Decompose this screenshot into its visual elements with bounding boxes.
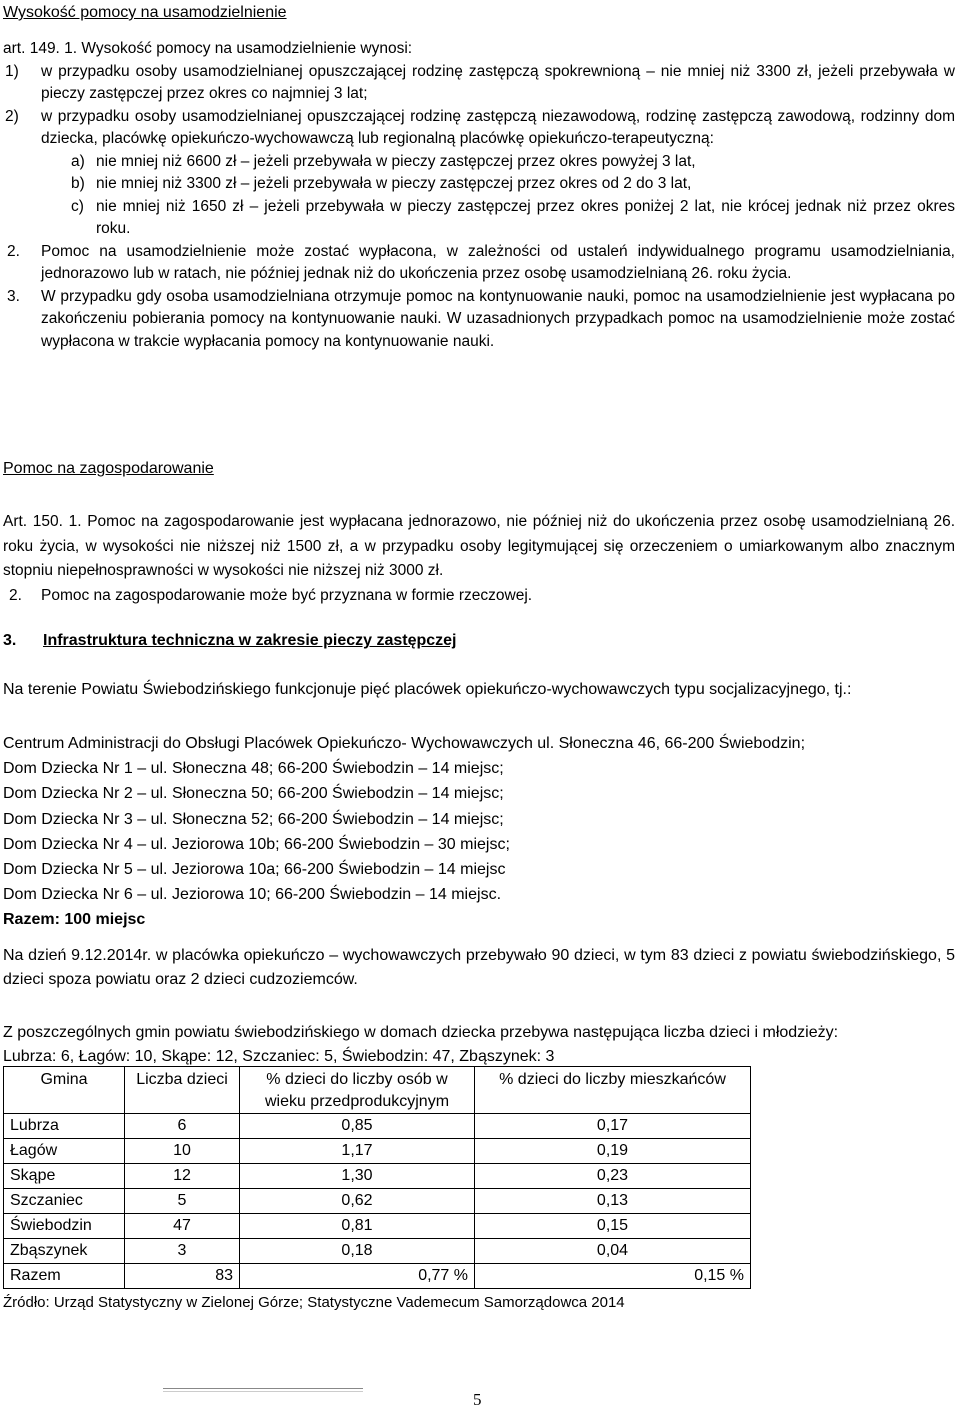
address-item: Dom Dziecka Nr 5 – ul. Jeziorowa 10a; 66-200 Świebodzin – 14 miejsc: [3, 861, 506, 879]
article-149-para-3: [3, 286, 955, 354]
section-title: Infrastruktura techniczna w zakresie pieczy zastępczej: [43, 632, 457, 649]
article-149-para-2: [3, 241, 955, 286]
heading-zagospodarowanie: Pomoc na zagospodarowanie: [3, 460, 214, 477]
article-149-item-2: [3, 106, 955, 151]
item-text: w przypadku osoby usamodzielnianej opuszczającej rodzinę zastępczą spokrewnioną – nie mniej niż 3300 zł, jeżeli przebywała w pieczy zastępczej przez okres co najmniej 3 lat;: [41, 62, 955, 102]
table-cell: 47: [125, 1214, 240, 1239]
statistics-paragraph: Na dzień 9.12.2014r. w placówka opiekuńczo – wychowawczych przebywało 90 dzieci, w tym 83 dzieci z powiatu świebodzińskiego, 5 dzieci spoza powiatu oraz 2 dzieci cudzoziemców.: [3, 947, 955, 988]
children-statistics-table: [3, 1066, 751, 1289]
table-cell: Skąpe: [4, 1164, 125, 1189]
address-item: Dom Dziecka Nr 1 – ul. Słoneczna 48; 66-200 Świebodzin – 14 miejsc;: [3, 760, 504, 778]
article-149-item-1: [3, 61, 955, 106]
para-number: 2.: [9, 586, 22, 604]
table-cell: Świebodzin: [4, 1214, 125, 1239]
item-letter: a): [71, 152, 85, 170]
column-header: % dzieci do liczby mieszkańców: [475, 1067, 751, 1114]
table-cell: Zbąszynek: [4, 1239, 125, 1264]
table-row: [4, 1114, 751, 1139]
para-text: Pomoc na zagospodarowanie może być przyznana w formie rzeczowej.: [41, 586, 533, 604]
table-row: [4, 1139, 751, 1164]
item-text: nie mniej niż 1650 zł – jeżeli przebywała w pieczy zastępczej przez okres poniżej 2 lat, nie krócej jednak niż przez okres roku.: [96, 197, 955, 237]
table-cell: Łagów: [4, 1139, 125, 1164]
section-3-heading: [3, 632, 457, 650]
table-cell: Lubrza: [4, 1114, 125, 1139]
address-item: Dom Dziecka Nr 6 – ul. Jeziorowa 10; 66-200 Świebodzin – 14 miejsc.: [3, 886, 502, 904]
article-149-item-2c: [3, 196, 955, 241]
table-total-row: [4, 1264, 751, 1289]
column-header: Gmina: [4, 1067, 125, 1114]
para-number: 3.: [7, 287, 20, 305]
table-cell: 0,85: [240, 1114, 475, 1139]
item-letter: c): [71, 197, 84, 215]
table-cell: 0,77 %: [240, 1264, 475, 1289]
column-header: Liczba dzieci: [125, 1067, 240, 1114]
municipalities-intro: Z poszczególnych gmin powiatu świebodzińskiego w domach dziecka przebywa następująca liczba dzieci i młodzieży:: [3, 1024, 839, 1041]
source-note: Źródło: Urząd Statystyczny w Zielonej Górze; Statystyczne Vademecum Samorządowca 2014: [3, 1294, 625, 1311]
para-text: W przypadku gdy osoba usamodzielniana otrzymuje pomoc na kontynuowanie nauki, pomoc na usamodzielnienie jest wypłacana po zakończeniu pobierania pomocy na kontynuowanie nauki. W uzasadnionych przypadkach pomoc na usamodzielnienie może zostać wypłacona w trakcie wypłacania pomocy na kontynuowanie nauki.: [41, 287, 955, 350]
item-number: 1): [5, 62, 19, 80]
address-item: Dom Dziecka Nr 4 – ul. Jeziorowa 10b; 66-200 Świebodzin – 30 miejsc;: [3, 835, 510, 853]
table-row: [4, 1164, 751, 1189]
article-150-para-1: Art. 150. 1. Pomoc na zagospodarowanie jest wypłacana jednorazowo, nie później niż do ukończenia przez osobę usamodzielnianą 26. roku życia, w wysokości nie niższej niż 1500 zł, a w przypadku osoby legitymującej się orzeczeniem o umiarkowanym albo znacznym stopniu niepełnosprawności w wysokości nie niższej niż 3000 zł.: [3, 513, 955, 579]
table-cell: 0,17: [475, 1114, 751, 1139]
article-149: [3, 38, 955, 353]
table-row: [4, 1189, 751, 1214]
table-cell: 0,15: [475, 1214, 751, 1239]
address-item: Centrum Administracji do Obsługi Placówek Opiekuńczo- Wychowawczych ul. Słoneczna 46, 66-200 Świebodzin;: [3, 735, 806, 752]
table-cell: 6: [125, 1114, 240, 1139]
item-text: nie mniej niż 3300 zł – jeżeli przebywała w pieczy zastępczej przez okres od 2 do 3 lat,: [96, 175, 692, 192]
table-cell: 0,15 %: [475, 1264, 751, 1289]
article-150-para-2: [3, 584, 955, 609]
para-text: Pomoc na usamodzielnienie może zostać wypłacona, w zależności od ustaleń indywidualnego programu usamodzielniania, jednorazowo lub w ratach, nie później jednak niż do ukończenia przez osobę usamodzielnianą 26. roku życia.: [41, 242, 955, 282]
table-cell: 0,19: [475, 1139, 751, 1164]
table-cell: 0,18: [240, 1239, 475, 1264]
table-cell: 3: [125, 1239, 240, 1264]
table-cell: 1,17: [240, 1139, 475, 1164]
table-cell: Razem: [4, 1264, 125, 1289]
table-cell: 10: [125, 1139, 240, 1164]
item-number: 2): [5, 107, 19, 125]
table-cell: 83: [125, 1264, 240, 1289]
table-cell: 0,13: [475, 1189, 751, 1214]
address-list: [3, 731, 805, 933]
section-number: 3.: [3, 632, 17, 649]
item-text: w przypadku osoby usamodzielnianej opuszczającej rodzinę zastępczą niezawodową, rodzinę zastępczą zawodową, rodzinny dom dziecka, placówkę opiekuńczo-wychowawczą lub regionalną placówkę opiekuńczo-terapeutyczną:: [41, 107, 955, 147]
table-cell: Szczaniec: [4, 1189, 125, 1214]
intro-line: Na terenie Powiatu Świebodzińskiego funkcjonuje pięć placówek opiekuńczo-wychowawczych typu socjalizacyjnego, tj.:: [3, 681, 852, 698]
para-number: 2.: [7, 242, 20, 260]
municipalities-list: Lubrza: 6, Łagów: 10, Skąpe: 12, Szczaniec: 5, Świebodzin: 47, Zbąszynek: 3: [3, 1048, 555, 1065]
table-cell: 1,30: [240, 1164, 475, 1189]
table-cell: 0,23: [475, 1164, 751, 1189]
page-number: 5: [473, 1390, 482, 1409]
address-item: Dom Dziecka Nr 3 – ul. Słoneczna 52; 66-200 Świebodzin – 14 miejsc;: [3, 810, 504, 828]
municipalities-paragraph: [3, 1021, 955, 1069]
footer-divider-shadow: [163, 1391, 363, 1393]
table-cell: 5: [125, 1189, 240, 1214]
footer-divider: [163, 1388, 363, 1390]
table-cell: 0,04: [475, 1239, 751, 1264]
total-places: Razem: 100 miejsc: [3, 911, 146, 929]
column-header: % dzieci do liczby osób w wieku przedprodukcyjnym: [240, 1067, 475, 1114]
table-cell: 0,81: [240, 1214, 475, 1239]
table-cell: 12: [125, 1164, 240, 1189]
article-149-item-2b: [3, 173, 955, 196]
table-header-row: [4, 1067, 751, 1114]
item-text: nie mniej niż 6600 zł – jeżeli przebywała w pieczy zastępczej przez okres powyżej 3 lat,: [96, 152, 696, 170]
table-cell: 0,62: [240, 1189, 475, 1214]
heading-usamodzielnienie: Wysokość pomocy na usamodzielnienie: [3, 4, 287, 21]
article-149-intro: art. 149. 1. Wysokość pomocy na usamodzielnienie wynosi:: [3, 40, 413, 57]
article-149-item-2a: [3, 151, 955, 174]
address-item: Dom Dziecka Nr 2 – ul. Słoneczna 50; 66-200 Świebodzin – 14 miejsc;: [3, 785, 504, 803]
table-row: [4, 1214, 751, 1239]
item-letter: b): [71, 175, 85, 192]
table-row-highlighted: [4, 1239, 751, 1264]
article-150: [3, 510, 955, 608]
